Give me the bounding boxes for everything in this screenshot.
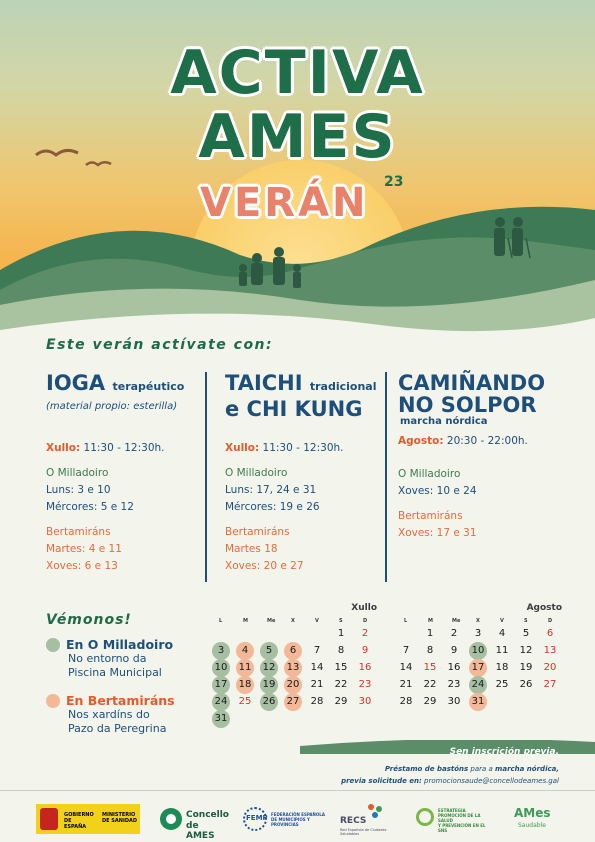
calendar-day: 31	[211, 710, 231, 728]
calendar-day: 1	[426, 628, 434, 639]
calendar-day: 4	[235, 642, 255, 660]
calendar-day: 25	[238, 696, 252, 707]
calendar-day: 19	[259, 676, 279, 694]
calendar-weekday: D	[548, 618, 553, 624]
title-line-activa: ACTIVA	[170, 38, 425, 108]
calendar-day: 28	[310, 696, 324, 707]
calendar-weekday: M	[243, 618, 248, 624]
calendar-day: 17	[468, 659, 488, 677]
activity-note: (material propio: esterilla)	[46, 401, 178, 412]
gobierno-espana-logo: GOBIERNO DE ESPAÑA MINISTERIO DE SANIDAD	[36, 804, 140, 834]
calendar-weekday: M	[428, 618, 433, 624]
ames-saudable-logo: AMes Saudable	[514, 806, 551, 829]
calendar-weekday: V	[315, 618, 319, 624]
calendar-day: 7	[313, 645, 321, 656]
legend-dot-orange	[46, 694, 60, 708]
activity-taichi: TAICHI tradicional e CHI KUNG Xullo: 11:30 - 12:30h. O Milladoiro Luns: 17, 24 e 31 Mércores: 19 e 26 Bertamiráns Martes 18 Xoves: 20 e 27	[225, 372, 385, 575]
calendar-day: 18	[495, 662, 509, 673]
calendar-day: 30	[447, 696, 461, 707]
vemonos-heading: Vémonos!	[46, 612, 132, 628]
title-line-veran: VERÁN	[200, 180, 369, 226]
calendar-day: 27	[283, 693, 303, 711]
calendar-day: 15	[334, 662, 348, 673]
calendar-day: 6	[546, 628, 554, 639]
calendar-weekday: Me	[452, 618, 461, 624]
calendar-day: 21	[399, 679, 413, 690]
recs-logo: RECS Red Española de Ciudades Saludables	[340, 802, 400, 836]
footer-divider	[0, 790, 595, 791]
calendar-weekday: X	[291, 618, 295, 624]
column-divider	[385, 372, 387, 582]
calendar-day: 24	[468, 676, 488, 694]
femp-logo: FEMP FEDERACIÓN ESPAÑOLA DE MUNICIPIOS Y PROVINCIAS	[243, 804, 328, 836]
place-bertamirans: En Bertamiráns Nos xardíns do Pazo da Peregrina	[46, 693, 175, 736]
title-line-ames: AMES	[198, 102, 397, 172]
calendar-day: 10	[468, 642, 488, 660]
activity-title: TAICHI tradicional	[225, 371, 377, 395]
calendar-weekday: X	[476, 618, 480, 624]
calendar-weekday: S	[524, 618, 528, 624]
calendar-day: 29	[334, 696, 348, 707]
calendar-day: 17	[211, 676, 231, 694]
column-divider	[205, 372, 207, 582]
calendar-day: 7	[402, 645, 410, 656]
title-year-superscript: 23	[384, 174, 404, 190]
calendar-month-label: Agosto	[526, 603, 562, 613]
calendar-weekday: D	[363, 618, 368, 624]
calendar-day: 5	[259, 642, 279, 660]
calendar-day: 23	[358, 679, 372, 690]
calendar-day: 13	[543, 645, 557, 656]
calendar-day: 2	[450, 628, 458, 639]
calendar-xullo	[211, 603, 377, 733]
activity-ioga: IOGA terapéutico (material propio: esterilla) Xullo: 11:30 - 12:30h. O Milladoiro Luns: 3 e 10 Mércores: 5 e 12 Bertamiráns Martes: 4 e 11 Xoves: 6 e 13	[46, 372, 196, 575]
calendar-day: 20	[283, 676, 303, 694]
legend-dot-green	[46, 638, 60, 652]
calendar-day: 15	[423, 662, 437, 673]
place-milladoiro: En O Milladoiro No entorno da Piscina Municipal	[46, 637, 173, 680]
calendar-day: 8	[337, 645, 345, 656]
pole-loan-note: Préstamo de bastóns para a marcha nórdica, previa solicitude en: promocionsaude@concellodeames.gal	[341, 765, 559, 785]
calendar-day: 1	[337, 628, 345, 639]
calendar-day: 5	[522, 628, 530, 639]
calendar-day: 14	[310, 662, 324, 673]
calendar-weekday: V	[500, 618, 504, 624]
calendar-day: 30	[358, 696, 372, 707]
calendar-day: 20	[543, 662, 557, 673]
calendar-day: 26	[259, 693, 279, 711]
intro-heading: Este verán actívate con:	[46, 337, 274, 353]
calendar-day: 9	[450, 645, 458, 656]
calendar-day: 21	[310, 679, 324, 690]
calendar-day: 24	[211, 693, 231, 711]
calendar-day: 16	[358, 662, 372, 673]
calendar-month-label: Xullo	[351, 603, 377, 613]
calendar-day: 3	[474, 628, 482, 639]
calendar-weekday: S	[339, 618, 343, 624]
no-registration-note: Sen inscrición previa.	[449, 747, 559, 757]
calendar-day: 28	[399, 696, 413, 707]
activity-caminando: CAMIÑANDO NO SOLPOR marcha nórdica Agosto: 20:30 - 22:00h. O Milladoiro Xoves: 10 e 24 Bertamiráns Xoves: 17 e 31	[398, 372, 568, 542]
activity-title: IOGA terapéutico	[46, 371, 185, 395]
calendar-day: 12	[259, 659, 279, 677]
calendar-weekday: L	[219, 618, 223, 624]
calendar-day: 10	[211, 659, 231, 677]
calendar-day: 25	[495, 679, 509, 690]
estrategia-logo: ESTRATEGIA PROMOCIÓN DE LA SALUD Y PREVENCIÓN EN EL SNS	[416, 806, 496, 836]
calendar-day: 3	[211, 642, 231, 660]
calendar-day: 26	[519, 679, 533, 690]
calendar-day: 11	[235, 659, 255, 677]
calendar-day: 27	[543, 679, 557, 690]
activity-title: CAMIÑANDO	[398, 371, 546, 395]
concello-ames-logo: Concello de AMES	[160, 804, 230, 836]
calendar-agosto	[396, 603, 562, 733]
calendar-day: 9	[361, 645, 369, 656]
calendar-day: 8	[426, 645, 434, 656]
calendar-weekday: L	[404, 618, 408, 624]
calendar-day: 22	[423, 679, 437, 690]
sponsor-logos	[0, 800, 595, 842]
calendar-day: 4	[498, 628, 506, 639]
calendar-day: 12	[519, 645, 533, 656]
calendar-day: 29	[423, 696, 437, 707]
calendar-day: 23	[447, 679, 461, 690]
calendar-day: 18	[235, 676, 255, 694]
calendar-day: 22	[334, 679, 348, 690]
calendar-day: 31	[468, 693, 488, 711]
calendar-day: 6	[283, 642, 303, 660]
calendar-weekday: Me	[267, 618, 276, 624]
calendar-day: 11	[495, 645, 509, 656]
calendar-day: 2	[361, 628, 369, 639]
calendar-day: 13	[283, 659, 303, 677]
calendar-day: 19	[519, 662, 533, 673]
calendar-day: 14	[399, 662, 413, 673]
calendar-day: 16	[447, 662, 461, 673]
